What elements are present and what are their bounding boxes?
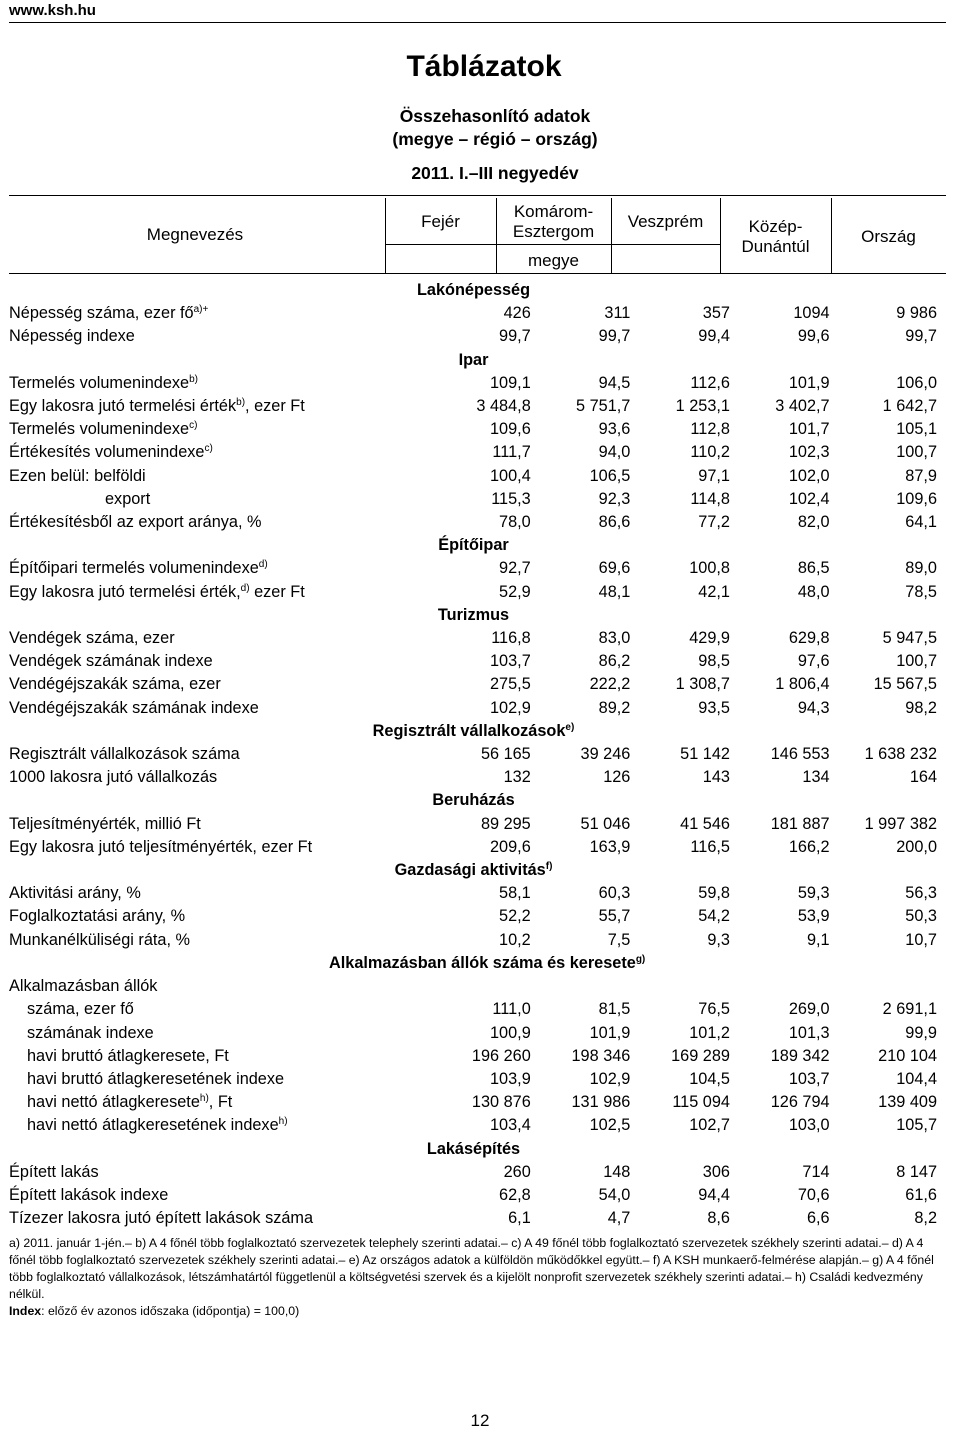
cell-value: 126 794 — [770, 1093, 830, 1112]
cell-value: 104,5 — [689, 1069, 730, 1088]
table-row — [9, 813, 937, 836]
row-label: Egy lakosra jutó termelési érték,$^{d)}$ ezer Ft — [9, 582, 305, 601]
cell-value: 54,0 — [598, 1185, 631, 1204]
table-row — [9, 372, 937, 395]
cell-value — [730, 975, 830, 998]
cell-value: 55,7 — [598, 907, 631, 926]
row-label: Vendégéjszakák száma, ezer — [9, 675, 221, 694]
cell-value: 1 253,1 — [675, 397, 730, 416]
cell-value: 102,9 — [589, 1069, 631, 1088]
row-label: Vendégéjszakák számának indexe — [9, 698, 259, 717]
cell-value: 105,1 — [896, 420, 937, 439]
cell-value: 58,1 — [499, 884, 531, 903]
cell-value: 10,2 — [499, 930, 531, 949]
row-label: Egy lakosra jutó teljesítményérték, ezer Ft — [9, 837, 313, 856]
table-row — [9, 975, 937, 998]
header-divider — [385, 198, 386, 273]
table-row — [9, 1161, 937, 1184]
cell-value: 115 094 — [672, 1093, 730, 1112]
cell-value: 106,0 — [896, 373, 937, 392]
cell-value: 1 806,4 — [775, 675, 830, 694]
cell-value: 48,1 — [598, 582, 631, 601]
cell-value: 114,8 — [690, 489, 730, 508]
cell-value: 164 — [909, 768, 937, 787]
cell-value: 6,1 — [508, 1209, 531, 1228]
row-label: Népesség indexe — [9, 327, 135, 346]
cell-value: 61,6 — [905, 1185, 937, 1204]
cell-value: 52,9 — [499, 582, 531, 601]
cell-value: 139 409 — [878, 1093, 937, 1112]
cell-value: 50,3 — [905, 907, 937, 926]
cell-value: 1094 — [793, 304, 830, 323]
cell-value — [419, 975, 531, 998]
cell-value: 101,2 — [689, 1023, 730, 1042]
cell-value — [630, 975, 730, 998]
cell-value: 48,0 — [797, 582, 830, 601]
cell-value: 126 — [603, 768, 631, 787]
cell-value: 99,7 — [598, 327, 631, 346]
cell-value: 59,3 — [797, 884, 830, 903]
section-title: Alkalmazásban állók száma és keresete — [329, 953, 636, 972]
cell-value: 94,4 — [698, 1185, 730, 1204]
cell-value: 98,2 — [905, 698, 937, 717]
table-row — [9, 302, 937, 325]
header-megnevezes: Megnevezés — [146, 225, 244, 244]
cell-value: 89,0 — [905, 559, 937, 578]
cell-value: 69,6 — [598, 559, 631, 578]
cell-value: 275,5 — [490, 675, 531, 694]
cell-value: 306 — [702, 1162, 730, 1181]
section-title: Turizmus — [437, 605, 510, 624]
header-fejer: Fejér — [421, 212, 460, 231]
header-divider — [611, 198, 612, 273]
megye-rule — [496, 244, 611, 245]
index-label: Index — [9, 1304, 42, 1318]
cell-value: 99,9 — [905, 1023, 937, 1042]
subtitle-line-2: (megye – régió – ország) — [392, 129, 598, 149]
section-title: Beruházás — [432, 791, 515, 810]
top-rule — [9, 22, 946, 23]
cell-value: 15 567,5 — [873, 675, 937, 694]
row-label: Épített lakások indexe — [9, 1185, 169, 1204]
row-label: Népesség száma, ezer $fő^{a)+}$ — [9, 304, 209, 323]
cell-value: 8,2 — [914, 1209, 937, 1228]
table-row — [9, 1207, 937, 1230]
cell-value: 181 887 — [770, 814, 830, 833]
table-row — [9, 1184, 937, 1207]
cell-value: 94,3 — [797, 698, 830, 717]
cell-value: 81,5 — [598, 1000, 631, 1019]
cell-value: 41 546 — [680, 814, 730, 833]
cell-value: 116,8 — [491, 629, 531, 648]
row-label: száma, ezer fő — [27, 1000, 134, 1019]
cell-value: 76,5 — [698, 1000, 730, 1019]
row-label: Értékesítésből az export aránya, % — [9, 513, 262, 532]
data-table — [9, 279, 937, 1230]
table-row — [9, 511, 937, 534]
cell-value: 54,2 — [698, 907, 730, 926]
row-label: Teljesítményérték, millió Ft — [9, 814, 201, 833]
cell-value: 78,5 — [905, 582, 937, 601]
megye-rule — [385, 244, 496, 245]
cell-value: 51 046 — [580, 814, 631, 833]
cell-value: 86,6 — [598, 513, 631, 532]
table-row — [9, 697, 937, 720]
cell-value: 102,0 — [788, 466, 830, 485]
cell-value: 111,7 — [492, 443, 531, 462]
cell-value: 93,5 — [698, 698, 730, 717]
cell-value: 1 308,7 — [675, 675, 730, 694]
cell-value: 629,8 — [788, 629, 830, 648]
cell-value: 110,2 — [690, 443, 730, 462]
cell-value: 102,3 — [788, 443, 830, 462]
cell-value: 106,5 — [589, 466, 631, 485]
cell-value: 70,6 — [797, 1185, 830, 1204]
table-row — [9, 836, 937, 859]
cell-value: 100,8 — [689, 559, 730, 578]
cell-value: 429,9 — [689, 629, 730, 648]
cell-value: 82,0 — [797, 513, 830, 532]
row-label: Termelés volumenindexe$^{c)}$ — [9, 420, 198, 439]
cell-value: 222,2 — [589, 675, 631, 694]
cell-value: 92,3 — [598, 489, 631, 508]
row-label: 1000 lakosra jutó vállalkozás — [9, 768, 218, 787]
row-label: Foglalkoztatási arány, % — [9, 907, 186, 926]
cell-value: 148 — [603, 1162, 631, 1181]
cell-value: 132 — [503, 768, 531, 787]
footnotes: a) 2011. január 1-jén.– b) A 4 főnél több foglalkoztató szervezetek telephely szerinti adatai.– c) A 49 főnél több foglalkoztató szervezetek székhely szerinti adatai.– d) A 4 főnél több foglalkoztató szervezetek székhely szerinti adatai.– e) Az országos adatok a külföldön működőkkel együtt.– f) A KSH munkaerő-felmérése alapján.– g) A 4 főnél több foglalkoztató vállalkozások, létszámhatártól függetlenül a költségvetési szervek és a kijelölt nonprofit szervezetek székhely szerinti adatai.– h) Családi kedvezmény nélkül. Index: előző év azonos időszaka (időpontja) = 100,0) — [9, 1236, 934, 1318]
cell-value: 112,6 — [690, 373, 730, 392]
cell-value — [531, 975, 631, 998]
section-header — [9, 789, 937, 812]
cell-value: 100,7 — [896, 652, 937, 671]
cell-value: 56 165 — [480, 745, 531, 764]
table-row — [9, 905, 937, 928]
cell-value: 42,1 — [698, 582, 730, 601]
section-header: Regisztrált vállalkozások$^{e)}$ — [372, 721, 575, 740]
cell-value: 99,4 — [698, 327, 730, 346]
cell-value: 92,7 — [499, 559, 531, 578]
cell-value: 86,5 — [797, 559, 830, 578]
cell-value: 210 104 — [878, 1046, 937, 1065]
table-row — [9, 1068, 937, 1091]
row-label: havi nettó átlagkeresete$^{h)}$, Ft — [27, 1093, 233, 1112]
table-row — [9, 557, 937, 580]
row-label: havi bruttó átlagkeresetének indexe — [27, 1069, 285, 1088]
cell-value: 311 — [604, 304, 631, 323]
header-megye: megye — [527, 251, 580, 270]
table-row — [9, 395, 937, 418]
site-url: www.ksh.hu — [9, 2, 96, 19]
cell-value: 62,8 — [499, 1185, 531, 1204]
cell-value: 89 295 — [480, 814, 531, 833]
row-label: havi bruttó átlagkeresete, Ft — [27, 1046, 229, 1065]
cell-value: 78,0 — [499, 513, 531, 532]
cell-value: 94,0 — [598, 443, 631, 462]
section-header: Gazdasági aktivitás$^{f)}$ — [394, 861, 553, 880]
table-row — [9, 488, 937, 511]
cell-value: 52,2 — [499, 907, 531, 926]
cell-value: 101,9 — [589, 1023, 631, 1042]
table-row — [9, 766, 937, 789]
row-label: számának indexe — [27, 1023, 154, 1042]
header-bottom-rule — [9, 273, 946, 274]
table-row — [9, 465, 937, 488]
cell-value: 3 484,8 — [476, 397, 531, 416]
cell-value: 56,3 — [905, 884, 937, 903]
section-title: Gazdasági aktivitás — [394, 861, 546, 880]
cell-value: 102,4 — [788, 489, 830, 508]
cell-value: 1 997 382 — [864, 814, 937, 833]
cell-value: 94,5 — [598, 373, 631, 392]
header-orszag: Ország — [861, 227, 916, 246]
table-row — [9, 650, 937, 673]
cell-value: 103,4 — [490, 1116, 531, 1135]
cell-value: 8 147 — [896, 1162, 937, 1181]
cell-value: 111,0 — [492, 1000, 531, 1019]
cell-value: 166,2 — [788, 837, 830, 856]
cell-value: 53,9 — [797, 907, 830, 926]
table-row — [9, 627, 937, 650]
cell-value: 134 — [802, 768, 830, 787]
table-row — [9, 673, 937, 696]
page-number: 12 — [470, 1411, 490, 1430]
cell-value: 196 260 — [471, 1046, 531, 1065]
cell-value: 260 — [503, 1162, 531, 1181]
cell-value: 169 289 — [671, 1046, 730, 1065]
cell-value: 105,7 — [896, 1116, 937, 1135]
cell-value: 426 — [503, 304, 531, 323]
section-header — [9, 1138, 937, 1161]
row-label: Építőipari termelés volumenindexe$^{d)}$ — [9, 559, 268, 578]
table-row — [9, 1114, 937, 1137]
row-label: export — [105, 489, 151, 508]
section-title: Regisztrált vállalkozások — [372, 721, 566, 740]
cell-value: 5 947,5 — [882, 629, 937, 648]
row-label: havi nettó átlagkeresetének indexe$^{h)}$ — [27, 1116, 288, 1135]
cell-value: 83,0 — [598, 629, 631, 648]
cell-value: 5 751,7 — [576, 397, 631, 416]
section-header — [9, 604, 937, 627]
section-header — [9, 534, 937, 557]
header-top-rule — [9, 195, 946, 196]
cell-value: 39 246 — [580, 745, 631, 764]
cell-value: 77,2 — [698, 513, 730, 532]
cell-value: 109,6 — [896, 489, 937, 508]
cell-value: 200,0 — [896, 837, 937, 856]
table-row — [9, 418, 937, 441]
cell-value: 269,0 — [788, 1000, 830, 1019]
row-label: Ezen belül: belföldi — [9, 466, 146, 485]
cell-value — [830, 975, 937, 998]
cell-value: 104,4 — [896, 1069, 937, 1088]
table-row — [9, 882, 937, 905]
cell-value: 60,3 — [598, 884, 631, 903]
table-row — [9, 743, 937, 766]
row-label: Tízezer lakosra jutó épített lakások száma — [9, 1209, 314, 1228]
cell-value: 101,7 — [788, 420, 830, 439]
cell-value: 143 — [702, 768, 730, 787]
table-row — [9, 998, 937, 1021]
cell-value: 103,7 — [788, 1069, 830, 1088]
cell-value: 714 — [802, 1162, 830, 1181]
section-title: Építőipar — [438, 536, 509, 555]
section-title: Lakásépítés — [426, 1139, 521, 1158]
table-row — [9, 325, 937, 348]
cell-value: 146 553 — [770, 745, 830, 764]
table-row — [9, 581, 937, 604]
header-veszprem: Veszprém — [627, 212, 704, 231]
cell-value: 209,6 — [490, 837, 531, 856]
cell-value: 2 691,1 — [882, 1000, 937, 1019]
cell-value: 4,7 — [607, 1209, 631, 1228]
subtitle-line-1: Összehasonlító adatok — [399, 106, 591, 126]
cell-value: 103,9 — [490, 1069, 531, 1088]
cell-value: 97,1 — [698, 466, 730, 485]
section-header — [9, 279, 937, 302]
row-label: Épített lakás — [9, 1162, 99, 1181]
cell-value: 130 876 — [471, 1093, 531, 1112]
cell-value: 9,3 — [707, 930, 730, 949]
cell-value: 198 346 — [571, 1046, 631, 1065]
cell-value: 1 642,7 — [882, 397, 937, 416]
header-komarom: Komárom- Esztergom — [512, 202, 595, 241]
cell-value: 98,5 — [698, 652, 730, 671]
cell-value: 112,8 — [690, 420, 730, 439]
cell-value: 102,5 — [589, 1116, 631, 1135]
table-row — [9, 929, 937, 952]
cell-value: 9 986 — [896, 304, 937, 323]
megye-rule — [611, 244, 720, 245]
cell-value: 87,9 — [905, 466, 937, 485]
cell-value: 3 402,7 — [775, 397, 830, 416]
row-label: Vendégek számának indexe — [9, 652, 213, 671]
row-label: Munkanélküliségi ráta, % — [9, 930, 190, 949]
cell-value: 100,7 — [896, 443, 937, 462]
cell-value: 97,6 — [797, 652, 830, 671]
cell-value: 86,2 — [598, 652, 631, 671]
cell-value: 131 986 — [571, 1093, 631, 1112]
section-title: Ipar — [458, 350, 489, 369]
section-title: Lakónépesség — [416, 281, 531, 299]
row-label: Vendégek száma, ezer — [9, 629, 175, 648]
cell-value: 89,2 — [598, 698, 631, 717]
cell-value: 10,7 — [905, 930, 937, 949]
section-header — [9, 349, 937, 372]
page-title: Táblázatok — [406, 50, 562, 83]
cell-value: 99,7 — [499, 327, 531, 346]
cell-value: 6,6 — [806, 1209, 830, 1228]
cell-value: 8,6 — [707, 1209, 730, 1228]
cell-value: 64,1 — [905, 513, 937, 532]
cell-value: 163,9 — [589, 837, 631, 856]
row-label: Termelés volumenindexe$^{b)}$ — [9, 373, 198, 392]
cell-value: 51 142 — [680, 745, 730, 764]
cell-value: 99,7 — [905, 327, 937, 346]
table-row — [9, 441, 937, 464]
cell-value: 116,5 — [690, 837, 730, 856]
cell-value: 103,0 — [788, 1116, 830, 1135]
cell-value: 103,7 — [490, 652, 531, 671]
cell-value: 93,6 — [598, 420, 631, 439]
row-label: Alkalmazásban állók — [9, 977, 158, 996]
cell-value: 189 342 — [770, 1046, 830, 1065]
cell-value: 115,3 — [491, 489, 531, 508]
cell-value: 101,9 — [788, 373, 830, 392]
cell-value: 1 638 232 — [864, 745, 937, 764]
cell-value: 100,9 — [490, 1023, 531, 1042]
cell-value: 7,5 — [607, 930, 631, 949]
row-label: Értékesítés volumenindexe$^{c)}$ — [9, 443, 213, 462]
cell-value: 102,7 — [689, 1116, 730, 1135]
table-row — [9, 1091, 937, 1114]
section-header: Alkalmazásban állók száma és keresete$^{g)}$ — [329, 953, 646, 972]
cell-value: 109,6 — [490, 420, 531, 439]
cell-value: 9,1 — [806, 930, 830, 949]
cell-value: 102,9 — [490, 698, 531, 717]
row-label: Regisztrált vállalkozások száma — [9, 745, 240, 764]
row-label: Egy lakosra jutó termelési érték$^{b)}$, ezer Ft — [9, 397, 305, 416]
cell-value: 101,3 — [788, 1023, 830, 1042]
cell-value: 100,4 — [490, 466, 531, 485]
cell-value: 59,8 — [698, 884, 730, 903]
cell-value: 357 — [702, 304, 730, 323]
row-label: Aktivitási arány, % — [9, 884, 141, 903]
table-row — [9, 1045, 937, 1068]
header-kozep-dunantul: Közép- Dunántúl — [741, 217, 810, 256]
subtitle-line-3: 2011. I.–III negyedév — [411, 163, 579, 183]
table-row — [9, 1022, 937, 1045]
cell-value: 109,1 — [490, 373, 531, 392]
cell-value: 99,6 — [797, 327, 830, 346]
